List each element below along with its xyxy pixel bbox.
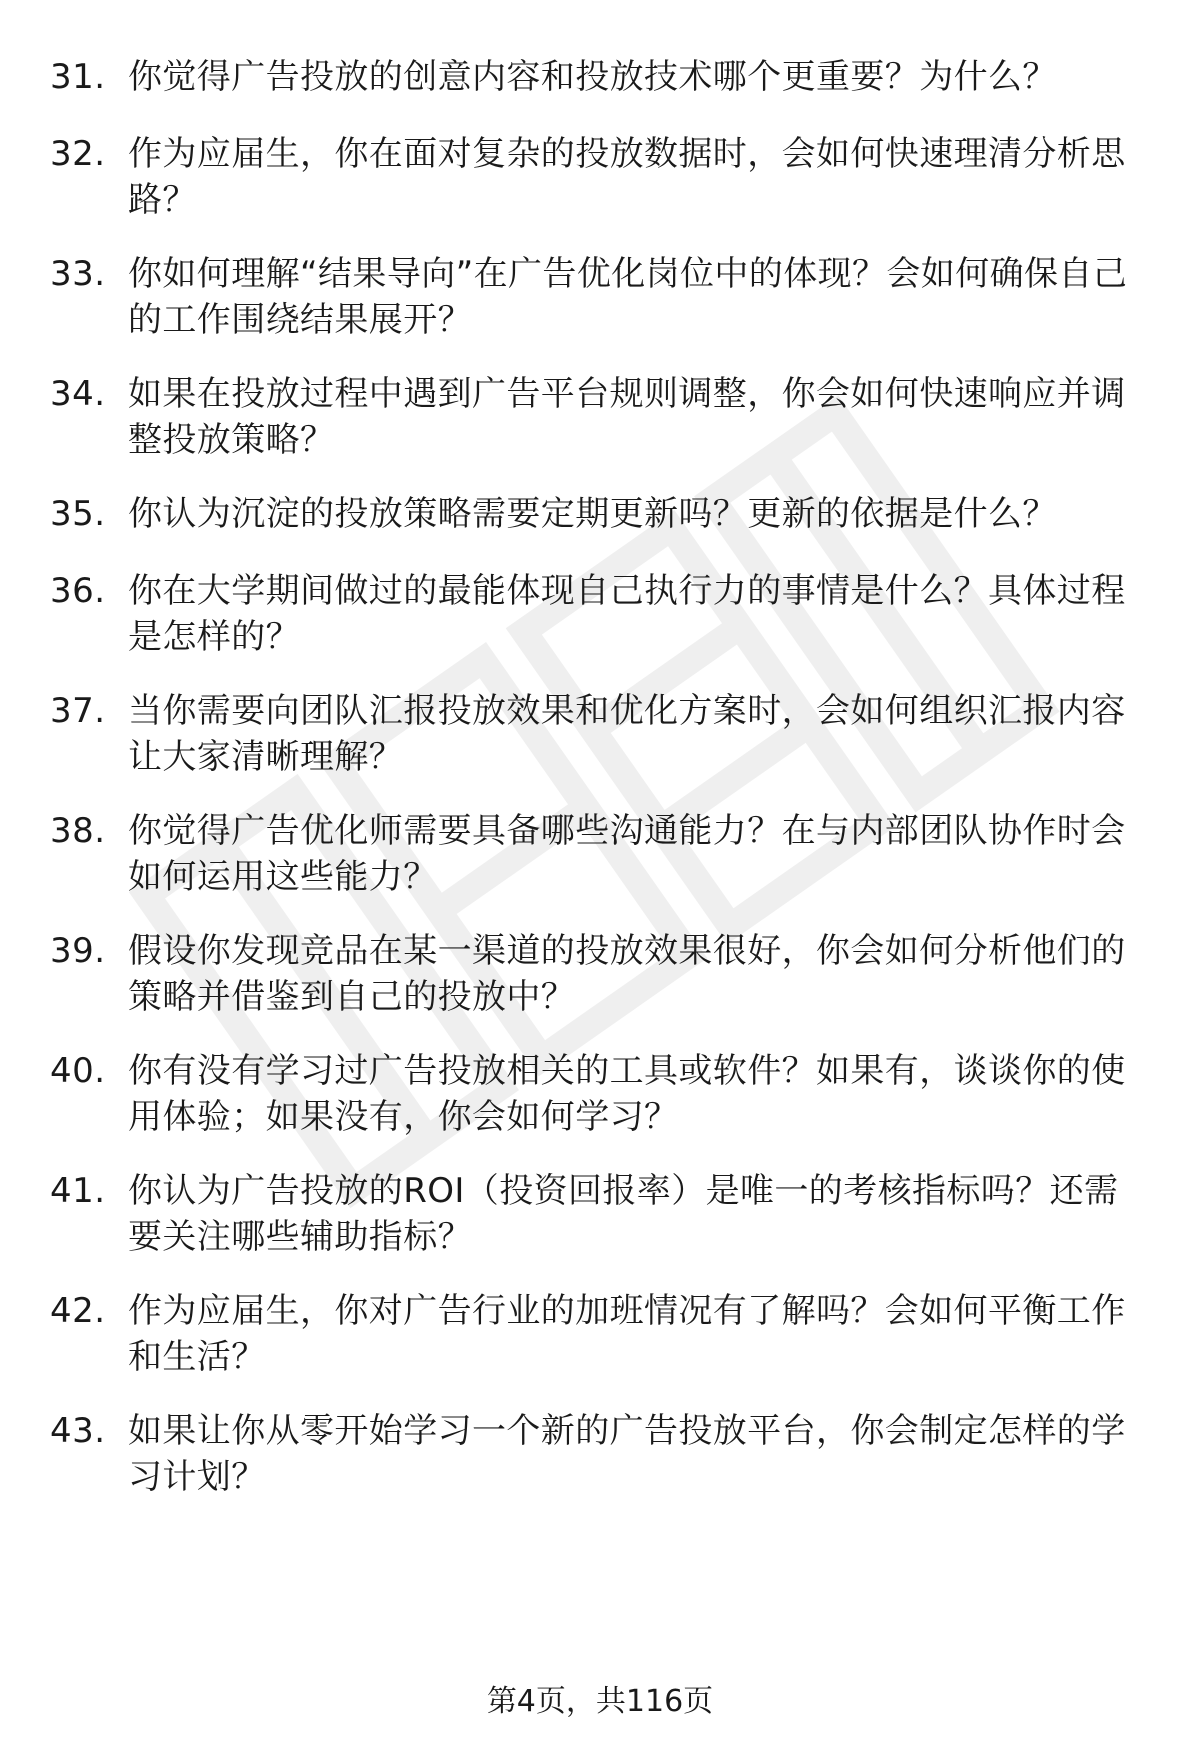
question-text: 你认为广告投放的ROI（投资回报率）是唯一的考核指标吗？还需要关注哪些辅助指标？ [128,1171,1119,1257]
question-number: 43. [50,1411,106,1451]
question-number: 41. [50,1171,106,1211]
question-item [50,1168,1150,1260]
question-number: 42. [50,1291,106,1331]
question-item [50,928,1150,1020]
question-item [50,1048,1150,1140]
question-item [50,1408,1150,1500]
question-text: 你觉得广告优化师需要具备哪些沟通能力？在与内部团队协作时会如何运用这些能力？ [128,811,1126,897]
question-number: 38. [50,811,106,851]
question-text: 作为应届生，你对广告行业的加班情况有了解吗？会如何平衡工作和生活？ [128,1291,1126,1377]
question-text: 假设你发现竞品在某一渠道的投放效果很好，你会如何分析他们的策略并借鉴到自己的投放中？ [128,931,1126,1017]
question-item [50,808,1150,900]
question-number: 32. [50,134,106,174]
question-number: 34. [50,374,106,414]
question-item [50,371,1150,463]
question-item [50,251,1150,343]
question-text: 你有没有学习过广告投放相关的工具或软件？如果有，谈谈你的使用体验；如果没有，你会如何学习？ [128,1051,1126,1137]
question-item [50,1288,1150,1380]
question-item [50,131,1150,223]
page-number-footer: 第4页，共116页 [486,1684,714,1719]
question-number: 40. [50,1051,106,1091]
question-number: 36. [50,571,106,611]
question-item [50,54,1150,100]
question-text: 如果在投放过程中遇到广告平台规则调整，你会如何快速响应并调整投放策略？ [128,374,1126,460]
question-number: 39. [50,931,106,971]
question-text: 作为应届生，你在面对复杂的投放数据时，会如何快速理清分析思路？ [128,134,1126,220]
question-number: 37. [50,691,106,731]
question-number: 35. [50,494,106,534]
question-text: 你认为沉淀的投放策略需要定期更新吗？更新的依据是什么？ [128,494,1057,534]
question-item [50,491,1150,537]
question-item [50,688,1150,780]
question-item [50,568,1150,660]
question-text: 当你需要向团队汇报投放效果和优化方案时，会如何组织汇报内容让大家清晰理解？ [128,691,1126,777]
question-text: 你如何理解“结果导向”在广告优化岗位中的体现？会如何确保自己的工作围绕结果展开？ [128,254,1128,340]
question-text: 如果让你从零开始学习一个新的广告投放平台，你会制定怎样的学习计划？ [128,1411,1126,1497]
question-number: 33. [50,254,106,294]
question-number: 31. [50,57,106,97]
question-text: 你觉得广告投放的创意内容和投放技术哪个更重要？为什么？ [128,57,1057,97]
question-text: 你在大学期间做过的最能体现自己执行力的事情是什么？具体过程是怎样的？ [128,571,1126,657]
